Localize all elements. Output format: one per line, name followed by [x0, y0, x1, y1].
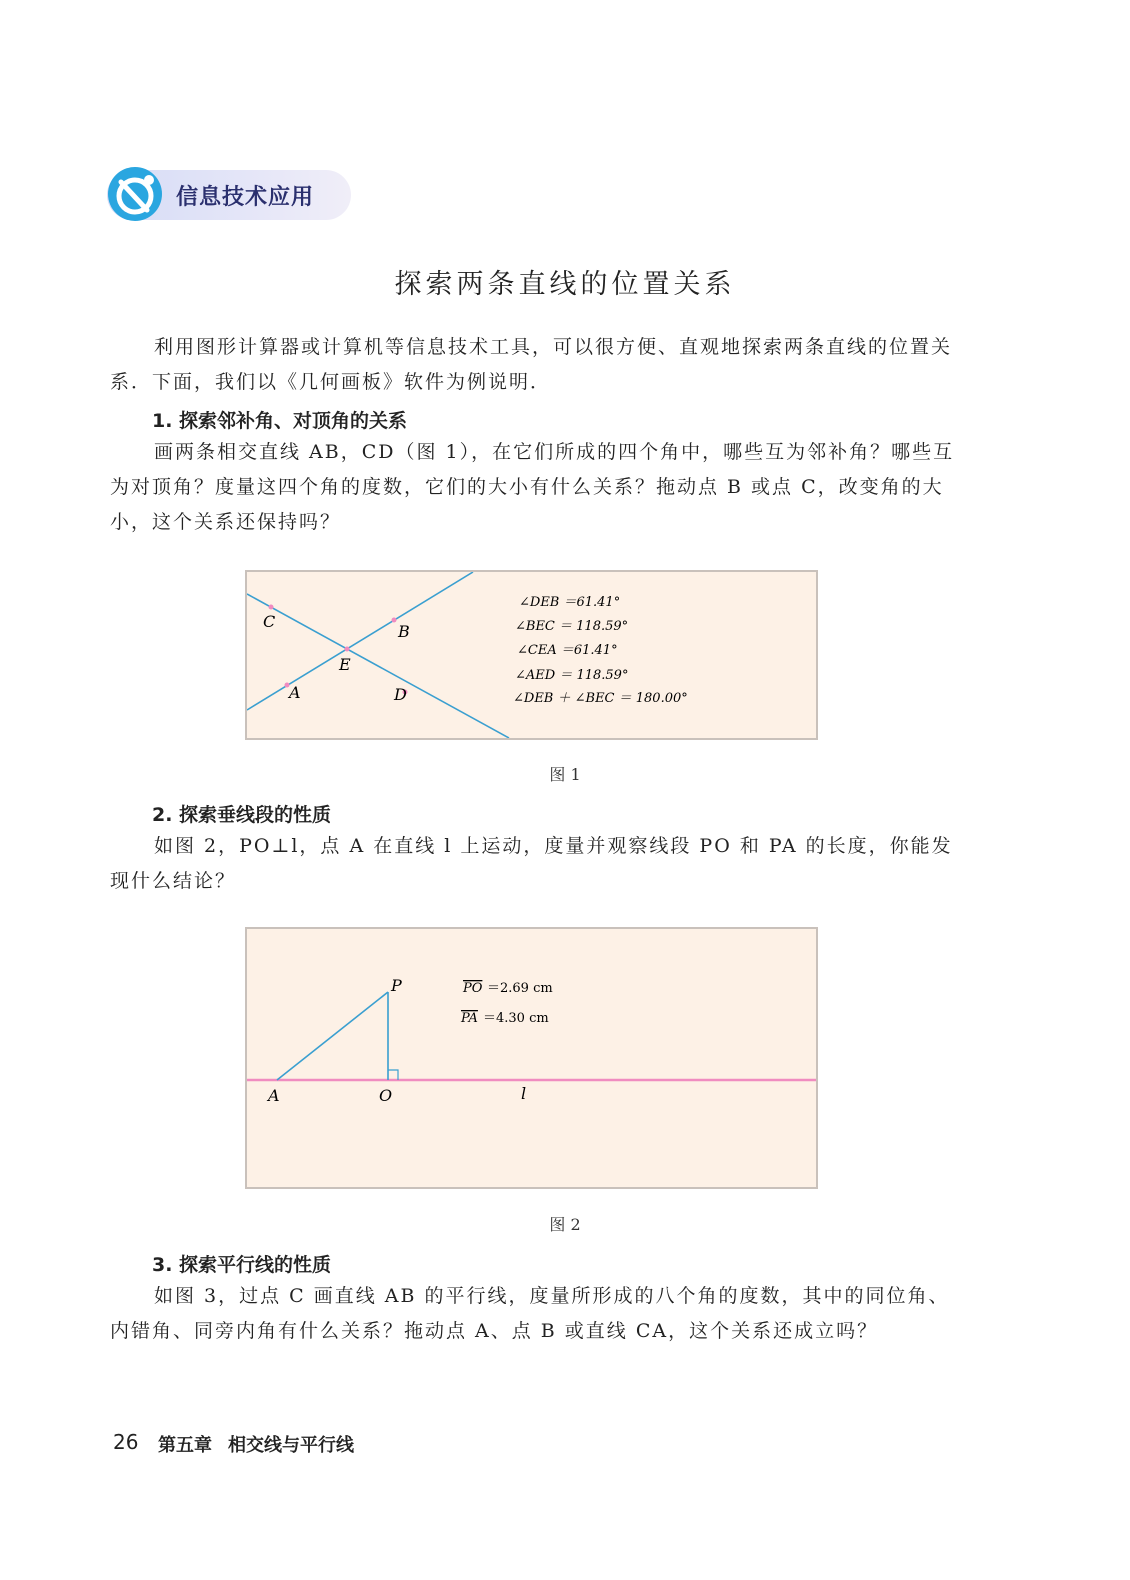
segment-name-PO: PO	[463, 981, 483, 996]
chapter-footer	[158, 1431, 370, 1457]
figure-1-caption: 图 1	[549, 765, 581, 784]
intro-paragraph: 利用图形计算器或计算机等信息技术工具，可以很方便、直观地探索两条直线的位置关系．下面，我们以《几何画板》软件为例说明．	[110, 336, 953, 393]
label-C: C	[263, 612, 276, 631]
segment-PA	[277, 992, 388, 1080]
chapter-number: 第五章	[158, 1435, 212, 1456]
section-2-text: 如图 2，PO⊥l，点 A 在直线 l 上运动，度量并观察线段 PO 和 PA 的长度，你能发现什么结论？	[110, 835, 953, 892]
info-tech-icon	[107, 166, 163, 222]
label-P: P	[391, 976, 402, 995]
right-angle-mark	[388, 1070, 398, 1080]
section-3-heading: 3. 探索平行线的性质	[152, 1254, 332, 1276]
label-l: l	[521, 1084, 527, 1103]
measure-PA: ＝4.30 cm	[483, 1011, 549, 1026]
label-A2: A	[268, 1086, 280, 1105]
label-D: D	[394, 685, 407, 704]
measure-DEB: ∠DEB ＝61.41°	[519, 595, 621, 610]
label-E: E	[339, 655, 351, 674]
figure-1-panel	[245, 570, 818, 740]
banner-title: 信息技术应用	[176, 185, 315, 210]
point-E	[345, 647, 350, 652]
figure-2-panel	[245, 927, 818, 1189]
measure-CEA: ∠CEA ＝61.41°	[517, 643, 618, 658]
page-number: 26	[113, 1430, 139, 1454]
line-CD	[247, 594, 509, 738]
line-AB	[247, 572, 473, 710]
measure-BEC: ∠BEC ＝ 118.59°	[515, 619, 629, 634]
figure-2-caption: 图 2	[549, 1215, 581, 1234]
section-2-heading: 2. 探索垂线段的性质	[152, 804, 332, 826]
section-1-text: 画两条相交直线 AB，CD（图 1），在它们所成的四个角中，哪些互为邻补角？哪些互为对顶角？度量这四个角的度数，它们的大小有什么关系？拖动点 B 或点 C，改变角的大小，这个关系还保持吗？	[110, 441, 955, 533]
point-C	[269, 605, 274, 610]
measure-sum: ∠DEB ＋ ∠BEC ＝ 180.00°	[513, 691, 688, 706]
point-B	[392, 618, 397, 623]
measure-AED: ∠AED ＝ 118.59°	[515, 668, 629, 683]
page-title: 探索两条直线的位置关系	[394, 269, 736, 300]
label-O: O	[379, 1086, 393, 1105]
section-1-heading: 1. 探索邻补角、对顶角的关系	[152, 410, 408, 432]
figure-2-diagram	[247, 929, 816, 1187]
segment-name-PA: PA	[461, 1011, 478, 1026]
chapter-title: 相交线与平行线	[228, 1435, 354, 1456]
section-3-text: 如图 3，过点 C 画直线 AB 的平行线，度量所形成的八个角的度数，其中的同位角、内错角、同旁内角有什么关系？拖动点 A、点 B 或直线 CA，这个关系还成立吗？	[110, 1285, 950, 1342]
measure-PO: ＝2.69 cm	[487, 981, 553, 996]
figure-1-diagram	[247, 572, 816, 738]
label-A: A	[289, 683, 301, 702]
label-B: B	[398, 622, 410, 641]
